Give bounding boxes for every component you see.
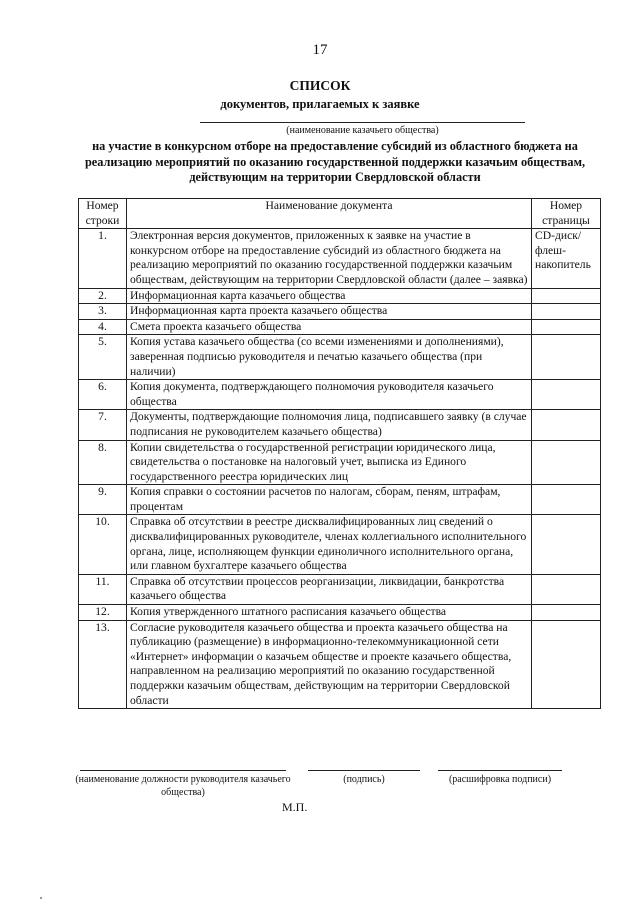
row-number-cell: 8. xyxy=(79,440,127,485)
page-number: 17 xyxy=(312,42,328,58)
signature-line xyxy=(308,770,420,771)
document-name-cell: Справка об отсутствии в реестре дисквалифицированных лиц сведений о дисквалифицированных руководителе, членах коллегиального исполнительного органа, лице, исполняющем функции единоличного исполнительного органа, или главном бухгалтере казачьего общества xyxy=(127,515,532,574)
document-purpose: на участие в конкурсном отборе на предоставление субсидий из областного бюджета на реализацию мероприятий по оказанию государственной поддержки казачьим обществам, действующим на территории Свердловской области xyxy=(84,139,586,184)
row-number-cell: 7. xyxy=(79,410,127,440)
document-subtitle: документов, прилагаемых к заявке xyxy=(220,97,420,111)
row-number-cell: 1. xyxy=(79,229,127,288)
table-row xyxy=(79,288,601,304)
table-row xyxy=(79,515,601,574)
page-number-cell xyxy=(532,335,601,380)
table-row xyxy=(79,620,601,709)
document-name-cell: Смета проекта казачьего общества xyxy=(127,319,532,335)
row-number-cell: 3. xyxy=(79,304,127,320)
table-row xyxy=(79,574,601,604)
page-number-cell xyxy=(532,440,601,485)
table-row xyxy=(79,410,601,440)
table-row xyxy=(79,304,601,320)
document-name-cell: Информационная карта казачьего общества xyxy=(127,288,532,304)
table-body xyxy=(79,229,601,709)
header-page-number: Номер страницы xyxy=(532,199,601,229)
row-number-cell: 13. xyxy=(79,620,127,709)
header-document-name: Наименование документа xyxy=(127,199,532,229)
row-number-cell: 12. xyxy=(79,605,127,621)
document-name-cell: Информационная карта проекта казачьего общества xyxy=(127,304,532,320)
signature-caption: (подпись) xyxy=(343,774,385,785)
document-name-cell: Справка об отсутствии процессов реорганизации, ликвидации, банкротства казачьего общества xyxy=(127,574,532,604)
document-name-cell: Копия устава казачьего общества (со всеми изменениями и дополнениями), заверенная подписью руководителя и печатью казачьего общества (при наличии) xyxy=(127,335,532,380)
document-name-cell: Копия документа, подтверждающего полномочия руководителя казачьего общества xyxy=(127,380,532,410)
table-row xyxy=(79,485,601,515)
society-name-line xyxy=(200,122,525,123)
row-number-cell: 6. xyxy=(79,380,127,410)
seal-label: М.П. xyxy=(282,800,308,814)
page-number-cell xyxy=(532,485,601,515)
page-number-cell xyxy=(532,410,601,440)
page-number-cell xyxy=(532,304,601,320)
table-row xyxy=(79,605,601,621)
page-number-cell: CD-диск/ флеш-накопитель xyxy=(532,229,601,288)
table-header-row xyxy=(79,199,601,229)
margin-mark xyxy=(40,897,42,899)
page-number-cell xyxy=(532,605,601,621)
document-name-cell: Документы, подтверждающие полномочия лица, подписавшего заявку (в случае подписания не руководителем казачьего общества) xyxy=(127,410,532,440)
header-row-number: Номер строки xyxy=(79,199,127,229)
page-number-cell xyxy=(532,620,601,709)
table-row xyxy=(79,335,601,380)
decode-signature-line xyxy=(438,770,562,771)
document-name-cell: Копия справки о состоянии расчетов по налогам, сборам, пеням, штрафам, процентам xyxy=(127,485,532,515)
page-number-cell xyxy=(532,319,601,335)
table-row xyxy=(79,380,601,410)
page-number-cell xyxy=(532,574,601,604)
table-row xyxy=(79,440,601,485)
page-number-cell xyxy=(532,288,601,304)
row-number-cell: 10. xyxy=(79,515,127,574)
position-signature-line xyxy=(80,770,286,771)
document-name-cell: Согласие руководителя казачьего общества и проекта казачьего общества на публикацию (размещение) в информационно-телекоммуникационной сети «Интернет» информации о казачьем обществе и проекте казачьего общества, направленном на реализацию мероприятий по оказанию государственной поддержки казачьим обществам, действующим на территории Свердловской области xyxy=(127,620,532,709)
page-number-cell xyxy=(532,515,601,574)
document-title: СПИСОК xyxy=(289,78,351,93)
row-number-cell: 2. xyxy=(79,288,127,304)
position-caption: (наименование должности руководителя казачьего общества) xyxy=(75,774,291,798)
table-row xyxy=(79,319,601,335)
decode-caption: (расшифровка подписи) xyxy=(448,774,552,785)
document-name-cell: Копия утвержденного штатного расписания казачьего общества xyxy=(127,605,532,621)
row-number-cell: 9. xyxy=(79,485,127,515)
document-name-cell: Копии свидетельства о государственной регистрации юридического лица, свидетельства о постановке на налоговый учет, выписка из Единого государственного реестра юридических лиц xyxy=(127,440,532,485)
document-name-cell: Электронная версия документов, приложенных к заявке на участие в конкурсном отборе на предоставление субсидий из областного бюджета на реализацию мероприятий по оказанию государственной поддержки казачьим обществам, действующим на территории Свердловской области (далее – заявка) xyxy=(127,229,532,288)
documents-table xyxy=(78,198,601,709)
page-number-cell xyxy=(532,380,601,410)
society-name-caption: (наименование казачьего общества) xyxy=(286,125,439,136)
table-row xyxy=(79,229,601,288)
row-number-cell: 11. xyxy=(79,574,127,604)
row-number-cell: 5. xyxy=(79,335,127,380)
row-number-cell: 4. xyxy=(79,319,127,335)
